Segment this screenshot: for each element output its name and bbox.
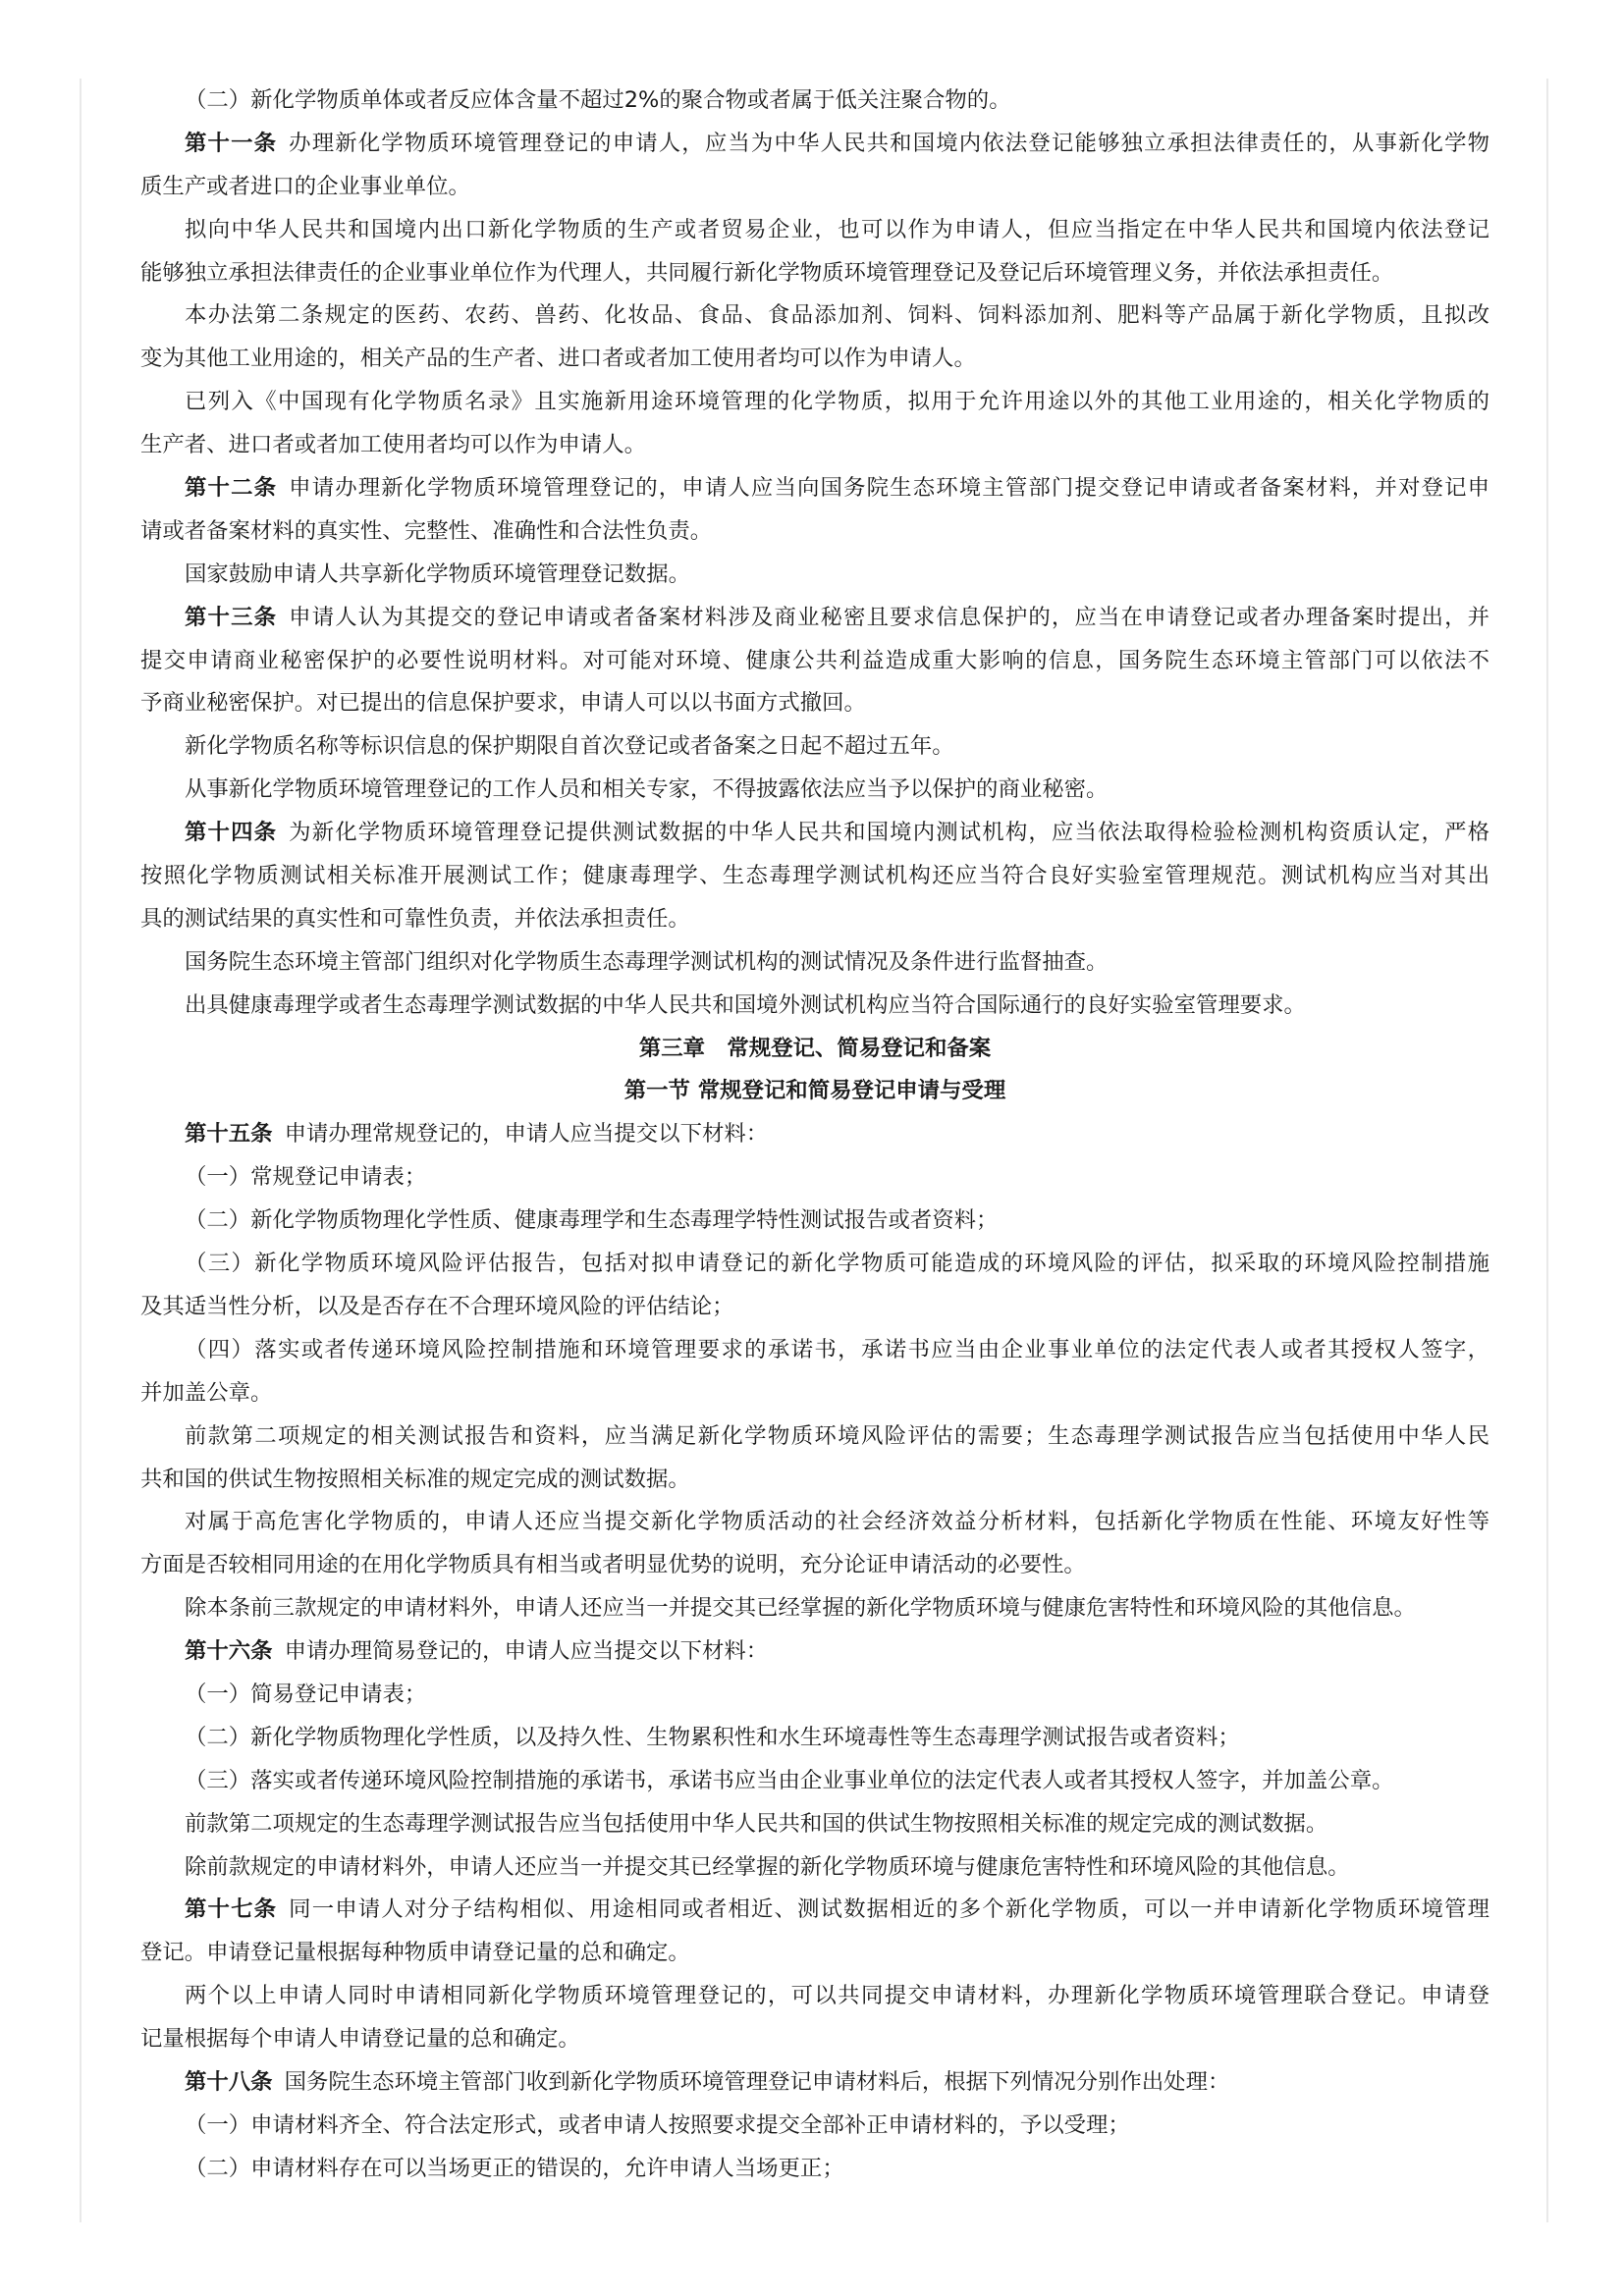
article-paragraph: [140, 812, 1489, 941]
paragraph: [140, 294, 1489, 381]
text-line: [140, 769, 1489, 812]
paragraph: [140, 381, 1489, 467]
text-line: [140, 338, 1489, 381]
text-line: [140, 1674, 1489, 1717]
line-text: 前款第二项规定的生态毒理学测试报告应当包括使用中华人民共和国的供试生物按照相关标准的规定完成的测试数据。: [185, 1810, 1328, 1837]
text-line: [140, 682, 1489, 725]
paragraph: [140, 554, 1489, 597]
text-line: [140, 1975, 1489, 2018]
article-paragraph: [140, 1630, 1489, 1674]
text-line: [140, 725, 1489, 769]
paragraph: [140, 941, 1489, 985]
line-text: 质生产或者进口的企业事业单位。: [140, 173, 470, 199]
line-text: 生产者、进口者或者加工使用者均可以作为申请人。: [140, 432, 646, 458]
line-text: （一）申请材料齐全、符合法定形式，或者申请人按照要求提交全部补正申请材料的，予以受理；: [185, 2111, 1130, 2138]
article-number: 第十五条: [185, 1121, 273, 1148]
line-text: 为新化学物质环境管理登记提供测试数据的中华人民共和国境内测试机构，应当依法取得检验检测机构资质认定，严格: [289, 820, 1490, 846]
line-text: 已列入《中国现有化学物质名录》且实施新用途环境管理的化学物质，拟用于允许用途以外的其他工业用途的，相关化学物质的: [185, 389, 1489, 415]
article-number: 第十六条: [185, 1638, 273, 1665]
paragraph: [140, 1803, 1489, 1846]
list-item: [140, 1200, 1489, 1243]
article-number: 第十七条: [185, 1896, 278, 1923]
text-line: [140, 424, 1489, 467]
line-text: 国家鼓励申请人共享新化学物质环境管理登记数据。: [185, 561, 690, 587]
line-text: 拟向中华人民共和国境内出口新化学物质的生产或者贸易企业，也可以作为申请人，但应当指定在中华人民共和国境内依法登记: [185, 216, 1489, 242]
text-line: [140, 554, 1489, 597]
text-line: [140, 597, 1489, 640]
text-line: [140, 1156, 1489, 1200]
line-text: 办理新化学物质环境管理登记的申请人，应当为中华人民共和国境内依法登记能够独立承担法律责任的，从事新化学物: [289, 130, 1490, 156]
text-line: [140, 2148, 1489, 2191]
line-text: 共和国的供试生物按照相关标准的规定完成的测试数据。: [140, 1466, 690, 1492]
text-line: [140, 985, 1489, 1028]
line-text: （一）常规登记申请表；: [185, 1164, 427, 1191]
text-line: [140, 1544, 1489, 1587]
text-line: [140, 1889, 1489, 1932]
list-item: [140, 1329, 1489, 1415]
text-line: [140, 381, 1489, 424]
text-line: [140, 1286, 1489, 1329]
paragraph: [140, 1587, 1489, 1630]
text-line: [140, 2061, 1489, 2105]
text-line: [140, 812, 1489, 855]
line-text: （二）新化学物质物理化学性质、健康毒理学和生态毒理学特性测试报告或者资料；: [185, 1207, 999, 1234]
text-line: [140, 209, 1489, 252]
paragraph: [140, 1501, 1489, 1587]
line-text: 申请办理常规登记的，申请人应当提交以下材料：: [284, 1121, 769, 1148]
line-text: 予商业秘密保护。对已提出的信息保护要求，申请人可以以书面方式撤回。: [140, 690, 866, 717]
line-text: 新化学物质名称等标识信息的保护期限自首次登记或者备案之日起不超过五年。: [185, 733, 954, 760]
paragraph: [140, 769, 1489, 812]
line-text: （二）申请材料存在可以当场更正的错误的，允许申请人当场更正；: [185, 2155, 844, 2181]
text-line: [140, 898, 1489, 941]
line-text: 本办法第二条规定的医药、农药、兽药、化妆品、食品、食品添加剂、饲料、饲料添加剂、肥料等产品属于新化学物质，且拟改: [185, 302, 1489, 329]
line-text: 国务院生态环境主管部门组织对化学物质生态毒理学测试机构的测试情况及条件进行监督抽查。: [185, 948, 1109, 975]
text-line: [140, 1070, 1489, 1113]
line-text: （一）简易登记申请表；: [185, 1681, 427, 1707]
line-text: （三）落实或者传递环境风险控制措施的承诺书，承诺书应当由企业事业单位的法定代表人或者其授权人签字，并加盖公章。: [185, 1767, 1394, 1793]
text-line: [140, 1932, 1489, 1975]
section-heading: [140, 1028, 1489, 1071]
line-text: 申请人认为其提交的登记申请或者备案材料涉及商业秘密且要求信息保护的，应当在申请登记或者办理备案时提出，并: [289, 604, 1490, 630]
text-line: [140, 1028, 1489, 1071]
text-line: [140, 166, 1489, 209]
line-text: 并加盖公章。: [140, 1379, 273, 1406]
line-text: 出具健康毒理学或者生态毒理学测试数据的中华人民共和国境外测试机构应当符合国际通行的良好实验室管理要求。: [185, 991, 1306, 1018]
line-text: 两个以上申请人同时申请相同新化学物质环境管理登记的，可以共同提交申请材料，办理新化学物质环境管理联合登记。申请登: [185, 1983, 1489, 2009]
text-line: [140, 1200, 1489, 1243]
line-text: 同一申请人对分子结构相似、用途相同或者相近、测试数据相近的多个新化学物质，可以一并申请新化学物质环境管理: [289, 1896, 1490, 1923]
line-text: 及其适当性分析，以及是否存在不合理环境风险的评估结论；: [140, 1293, 734, 1319]
text-line: [140, 1760, 1489, 1803]
list-item: [140, 1717, 1489, 1760]
text-line: [140, 1630, 1489, 1674]
list-item: [140, 80, 1489, 123]
text-line: [140, 1803, 1489, 1846]
list-item: [140, 2105, 1489, 2148]
line-text: （二）新化学物质物理化学性质，以及持久性、生物累积性和水生环境毒性等生态毒理学测试报告或者资料；: [185, 1724, 1240, 1750]
list-item: [140, 1760, 1489, 1803]
list-item: [140, 1674, 1489, 1717]
text-line: [140, 294, 1489, 338]
text-line: [140, 1243, 1489, 1286]
line-text: （三）新化学物质环境风险评估报告，包括对拟申请登记的新化学物质可能造成的环境风险的评估，拟采取的环境风险控制措施: [185, 1251, 1489, 1277]
paragraph: [140, 725, 1489, 769]
line-text: （四）落实或者传递环境风险控制措施和环境管理要求的承诺书，承诺书应当由企业事业单位的法定代表人或者其授权人签字，: [185, 1336, 1489, 1362]
line-text: 变为其他工业用途的，相关产品的生产者、进口者或者加工使用者均可以作为申请人。: [140, 346, 976, 372]
line-text: 从事新化学物质环境管理登记的工作人员和相关专家，不得披露依法应当予以保护的商业秘密。: [185, 776, 1109, 803]
text-line: [140, 2018, 1489, 2061]
text-line: [140, 1501, 1489, 1544]
line-text: 能够独立承担法律责任的企业事业单位作为代理人，共同履行新化学物质环境管理登记及登记后环境管理义务，并依法承担责任。: [140, 259, 1394, 286]
article-paragraph: [140, 1113, 1489, 1156]
list-item: [140, 2148, 1489, 2191]
article-number: 第十二条: [185, 475, 278, 502]
line-text: 除前款规定的申请材料外，申请人还应当一并提交其已经掌握的新化学物质环境与健康危害特性和环境风险的其他信息。: [185, 1853, 1350, 1880]
line-text: 国务院生态环境主管部门收到新化学物质环境管理登记申请材料后，根据下列情况分别作出处理：: [284, 2068, 1230, 2095]
text-line: [140, 80, 1489, 123]
section-heading: [140, 1070, 1489, 1113]
document-body: [140, 80, 1489, 2191]
line-text: 对属于高危害化学物质的，申请人还应当提交新化学物质活动的社会经济效益分析材料，包括新化学物质在性能、环境友好性等: [185, 1509, 1489, 1535]
paragraph: [140, 1975, 1489, 2061]
paragraph: [140, 1415, 1489, 1502]
article-paragraph: [140, 2061, 1489, 2105]
text-line: [140, 467, 1489, 510]
article-paragraph: [140, 123, 1489, 209]
article-number: 第十八条: [185, 2068, 273, 2095]
text-line: [140, 510, 1489, 554]
article-paragraph: [140, 467, 1489, 554]
paragraph: [140, 985, 1489, 1028]
article-number: 第十四条: [185, 820, 278, 846]
text-line: [140, 640, 1489, 683]
text-line: [140, 1415, 1489, 1459]
list-item: [140, 1243, 1489, 1329]
paragraph: [140, 209, 1489, 295]
paragraph: [140, 1846, 1489, 1890]
text-line: [140, 855, 1489, 898]
line-text: 申请办理新化学物质环境管理登记的，申请人应当向国务院生态环境主管部门提交登记申请或者备案材料，并对登记申: [289, 475, 1490, 502]
line-text: 按照化学物质测试相关标准开展测试工作；健康毒理学、生态毒理学测试机构还应当符合良好实验室管理规范。测试机构应当对其出: [140, 863, 1489, 889]
line-text: （二）新化学物质单体或者反应体含量不超过2%的聚合物或者属于低关注聚合物的。: [185, 87, 1011, 113]
article-paragraph: [140, 1889, 1489, 1975]
article-paragraph: [140, 597, 1489, 726]
line-text: 登记。申请登记量根据每种物质申请登记量的总和确定。: [140, 1940, 690, 1966]
line-text: 申请办理简易登记的，申请人应当提交以下材料：: [284, 1638, 769, 1665]
line-text: 记量根据每个申请人申请登记量的总和确定。: [140, 2026, 580, 2053]
text-line: [140, 1459, 1489, 1502]
text-line: [140, 1587, 1489, 1630]
text-line: [140, 1717, 1489, 1760]
line-text: 具的测试结果的真实性和可靠性负责，并依法承担责任。: [140, 905, 690, 932]
line-text: 第三章 常规登记、简易登记和备案: [638, 1035, 992, 1061]
line-text: 前款第二项规定的相关测试报告和资料，应当满足新化学物质环境风险评估的需要；生态毒理学测试报告应当包括使用中华人民: [185, 1422, 1489, 1449]
text-line: [140, 1846, 1489, 1890]
text-line: [140, 123, 1489, 166]
line-text: 方面是否较相同用途的在用化学物质具有相当或者明显优势的说明，充分论证申请活动的必要性。: [140, 1552, 1086, 1578]
line-text: 请或者备案材料的真实性、完整性、准确性和合法性负责。: [140, 517, 713, 544]
text-line: [140, 252, 1489, 295]
text-line: [140, 1372, 1489, 1415]
article-number: 第十三条: [185, 604, 278, 630]
line-text: 除本条前三款规定的申请材料外，申请人还应当一并提交其已经掌握的新化学物质环境与健康危害特性和环境风险的其他信息。: [185, 1595, 1416, 1622]
list-item: [140, 1156, 1489, 1200]
text-line: [140, 1113, 1489, 1156]
article-number: 第十一条: [185, 130, 278, 156]
text-line: [140, 941, 1489, 985]
line-text: 第一节 常规登记和简易登记申请与受理: [623, 1078, 1006, 1104]
text-line: [140, 2105, 1489, 2148]
line-text: 提交申请商业秘密保护的必要性说明材料。对可能对环境、健康公共利益造成重大影响的信息，国务院生态环境主管部门可以依法不: [140, 647, 1489, 673]
text-line: [140, 1329, 1489, 1372]
